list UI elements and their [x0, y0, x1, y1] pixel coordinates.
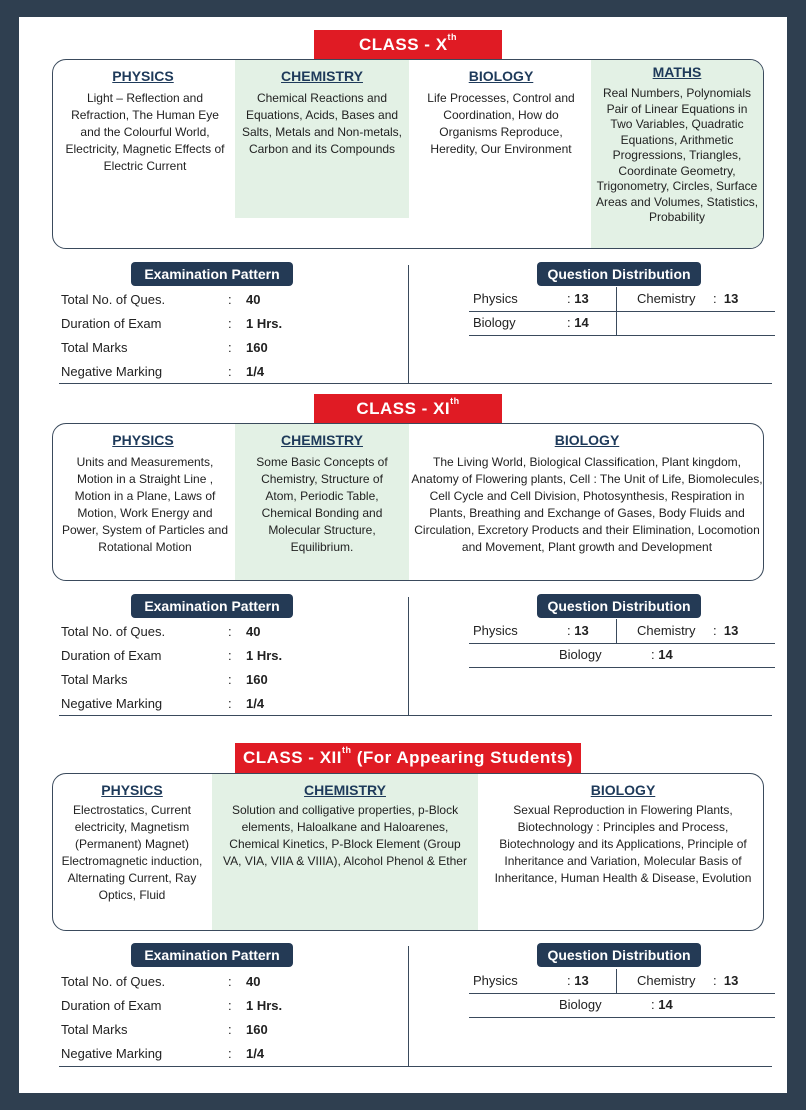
divider [469, 1017, 775, 1018]
qd-value: 13 [723, 623, 739, 638]
exam-row: Total Marks : 160 [61, 668, 361, 692]
qd-chemistry-label: Chemistry [637, 973, 696, 988]
exam-row: Negative Marking : 1/4 [61, 692, 361, 716]
class-xii-subjects [52, 773, 764, 931]
exam-key: Total No. of Ques. [61, 292, 166, 307]
class-xi-subjects [52, 423, 764, 581]
exam-key: Duration of Exam [61, 648, 162, 663]
exam-pattern-title: Examination Pattern [131, 943, 293, 967]
syllabus-page [19, 17, 787, 1093]
qd-physics-label: Physics [473, 623, 518, 638]
exam-value: 160 [246, 340, 268, 355]
subject-topics: Real Numbers, Polynomials Pair of Linear Equations in Two Variables, Quadratic Equations, Arithmetic Progressions, Triangles, Coordinate Geometry, Trigonometry, Circles, Surface Areas and Volumes, Statistics, Probability [595, 86, 759, 224]
divider [408, 265, 409, 383]
qd-physics-value: : 13 [567, 973, 589, 988]
divider [59, 383, 772, 384]
class-x-title-sup: th [447, 32, 458, 42]
qd-value: 14 [658, 647, 673, 662]
class-xi-physics [53, 424, 233, 580]
subject-heading: CHEMISTRY [281, 432, 363, 448]
class-xi-chemistry [235, 424, 409, 580]
qd-chemistry-label: Chemistry [637, 623, 696, 638]
subject-topics: Some Basic Concepts of Chemistry, Structure of Atom, Periodic Table, Chemical Bonding and Molecular Structure, Equilibrium. [256, 455, 388, 554]
exam-pattern-title: Examination Pattern [131, 262, 293, 286]
class-xii-title-sup: th [341, 745, 352, 755]
qd-physics-label: Physics [473, 973, 518, 988]
exam-value: 1/4 [246, 364, 265, 379]
class-xii-title-suffix: (For Appearing Students) [356, 748, 574, 767]
divider [616, 619, 617, 643]
subject-heading: PHYSICS [101, 782, 163, 798]
divider [408, 597, 409, 715]
subject-topics: Chemical Reactions and Equations, Acids, Bases and Salts, Metals and Non-metals, Carbon and its Compounds [241, 91, 403, 156]
qd-biology-value: : 14 [651, 647, 673, 662]
qd-value: 14 [574, 315, 589, 330]
exam-value: 1 Hrs. [246, 316, 283, 331]
exam-row: Duration of Exam : 1 Hrs. [61, 312, 361, 336]
qd-chemistry-value: : 13 [713, 291, 739, 306]
question-distribution-title: Question Distribution [537, 943, 701, 967]
divider [408, 946, 409, 1066]
subject-topics: Solution and colligative properties, p-Block elements, Haloalkane and Haloarenes, Chemical Kinetics, P-Block Element (Group VA, VIA, VIIA & VIIIA), Alcohol Phenol & Ether [223, 803, 467, 868]
class-x-banner [314, 30, 502, 60]
class-x-subjects [52, 59, 764, 249]
qd-biology-label: Biology [473, 315, 516, 330]
class-x-maths [591, 60, 763, 248]
qd-physics-label: Physics [473, 291, 518, 306]
qd-value: 13 [723, 291, 739, 306]
class-xii-physics [53, 774, 211, 930]
divider [469, 643, 775, 644]
class-xii-banner [235, 743, 581, 773]
qd-value: 14 [658, 997, 673, 1012]
question-distribution-title: Question Distribution [537, 594, 701, 618]
subject-heading: BIOLOGY [590, 782, 656, 798]
class-x-title: CLASS - X [358, 35, 448, 54]
class-xi-banner [314, 394, 502, 424]
exam-value: 1 Hrs. [246, 648, 283, 663]
subject-topics: Electrostatics, Current electricity, Magnetism (Permanent) Magnet) Electromagnetic induction, Alternating Current, Ray Optics, Fluid [61, 803, 203, 902]
subject-heading: CHEMISTRY [304, 782, 386, 798]
question-distribution-title: Question Distribution [537, 262, 701, 286]
class-x-chemistry [235, 60, 409, 218]
divider [616, 287, 617, 335]
class-xi-title-sup: th [450, 396, 460, 406]
divider [59, 1066, 772, 1067]
exam-row: Total No. of Ques. : 40 [61, 620, 361, 644]
subject-heading: PHYSICS [112, 432, 174, 448]
exam-value: 40 [246, 292, 261, 307]
qd-value: 13 [723, 973, 739, 988]
class-x-physics [53, 60, 233, 248]
class-xii-biology [483, 774, 763, 930]
subject-topics: The Living World, Biological Classification, Plant kingdom, Anatomy of Flowering plants, Cell : The Unit of Life, Biomolecules, Cell Cycle and Cell Division, Photosynthesis, Respiration in Plants, Breathing and Exchange of Gases, Body Fluids and Circulation, Excretory Products and their Elimination, Locomotion and Movement, Plant growth and Development [411, 455, 763, 554]
subject-topics: Life Processes, Control and Coordination, How do Organisms Reproduce, Heredity, Our Environment [427, 91, 575, 156]
subject-heading: CHEMISTRY [281, 68, 363, 84]
exam-row: Duration of Exam : 1 Hrs. [61, 994, 361, 1018]
divider [469, 993, 775, 994]
exam-row: Duration of Exam : 1 Hrs. [61, 644, 361, 668]
subject-topics: Light – Reflection and Refraction, The Human Eye and the Colourful World, Electricity, Magnetic Effects of Electric Current [65, 91, 225, 173]
divider [616, 969, 617, 993]
exam-value: 1 Hrs. [246, 998, 283, 1013]
exam-key: Duration of Exam [61, 316, 162, 331]
exam-value: 160 [246, 672, 268, 687]
subject-heading: BIOLOGY [468, 68, 534, 84]
qd-physics-value: : 13 [567, 623, 589, 638]
subject-topics: Units and Measurements, Motion in a Straight Line , Motion in a Plane, Laws of Motion, Work Energy and Power, System of Particles and Rotational Motion [61, 455, 229, 554]
exam-key: Total Marks [61, 672, 128, 687]
qd-biology-value: : 14 [651, 997, 673, 1012]
exam-value: 1/4 [246, 696, 265, 711]
exam-key: Total Marks [61, 1022, 128, 1037]
divider [469, 667, 775, 668]
exam-key: Duration of Exam [61, 998, 162, 1013]
exam-key: Total No. of Ques. [61, 624, 166, 639]
exam-row: Total No. of Ques. : 40 [61, 970, 361, 994]
qd-biology-label: Biology [559, 997, 602, 1012]
exam-value: 40 [246, 624, 261, 639]
qd-value: 13 [574, 291, 589, 306]
exam-row: Total Marks : 160 [61, 1018, 361, 1042]
exam-key: Negative Marking [61, 696, 163, 711]
qd-physics-value: : 13 [567, 291, 589, 306]
exam-pattern-title: Examination Pattern [131, 594, 293, 618]
divider [469, 335, 775, 336]
qd-value: 13 [574, 623, 589, 638]
exam-key: Negative Marking [61, 364, 163, 379]
exam-row: Negative Marking : 1/4 [61, 1042, 361, 1066]
exam-value: 1/4 [246, 1046, 265, 1061]
exam-value: 40 [246, 974, 261, 989]
subject-topics: Sexual Reproduction in Flowering Plants, Biotechnology : Principles and Process, Biotechnology and its Applications, Principle of Inheritance and Variation, Molecular Basis of Inheritance, Human Health & Disease, Evolution [494, 803, 752, 885]
exam-row: Total Marks : 160 [61, 336, 361, 360]
divider [469, 311, 775, 312]
exam-value: 160 [246, 1022, 268, 1037]
divider [59, 715, 772, 716]
exam-row: Total No. of Ques. : 40 [61, 288, 361, 312]
qd-chemistry-label: Chemistry [637, 291, 696, 306]
exam-key: Total Marks [61, 340, 128, 355]
exam-key: Total No. of Ques. [61, 974, 166, 989]
class-xii-title: CLASS - XII [242, 748, 342, 767]
class-xii-chemistry [212, 774, 478, 930]
qd-chemistry-value: : 13 [713, 973, 739, 988]
subject-heading: BIOLOGY [554, 432, 620, 448]
exam-key: Negative Marking [61, 1046, 163, 1061]
class-x-biology [413, 60, 589, 248]
qd-value: 13 [574, 973, 589, 988]
exam-row: Negative Marking : 1/4 [61, 360, 361, 384]
class-xi-biology [411, 424, 763, 580]
qd-chemistry-value: : 13 [713, 623, 739, 638]
subject-heading: PHYSICS [112, 68, 174, 84]
subject-heading: MATHS [652, 64, 702, 80]
qd-biology-label: Biology [559, 647, 602, 662]
qd-biology-value: : 14 [567, 315, 589, 330]
class-xi-title: CLASS - XI [356, 399, 451, 418]
